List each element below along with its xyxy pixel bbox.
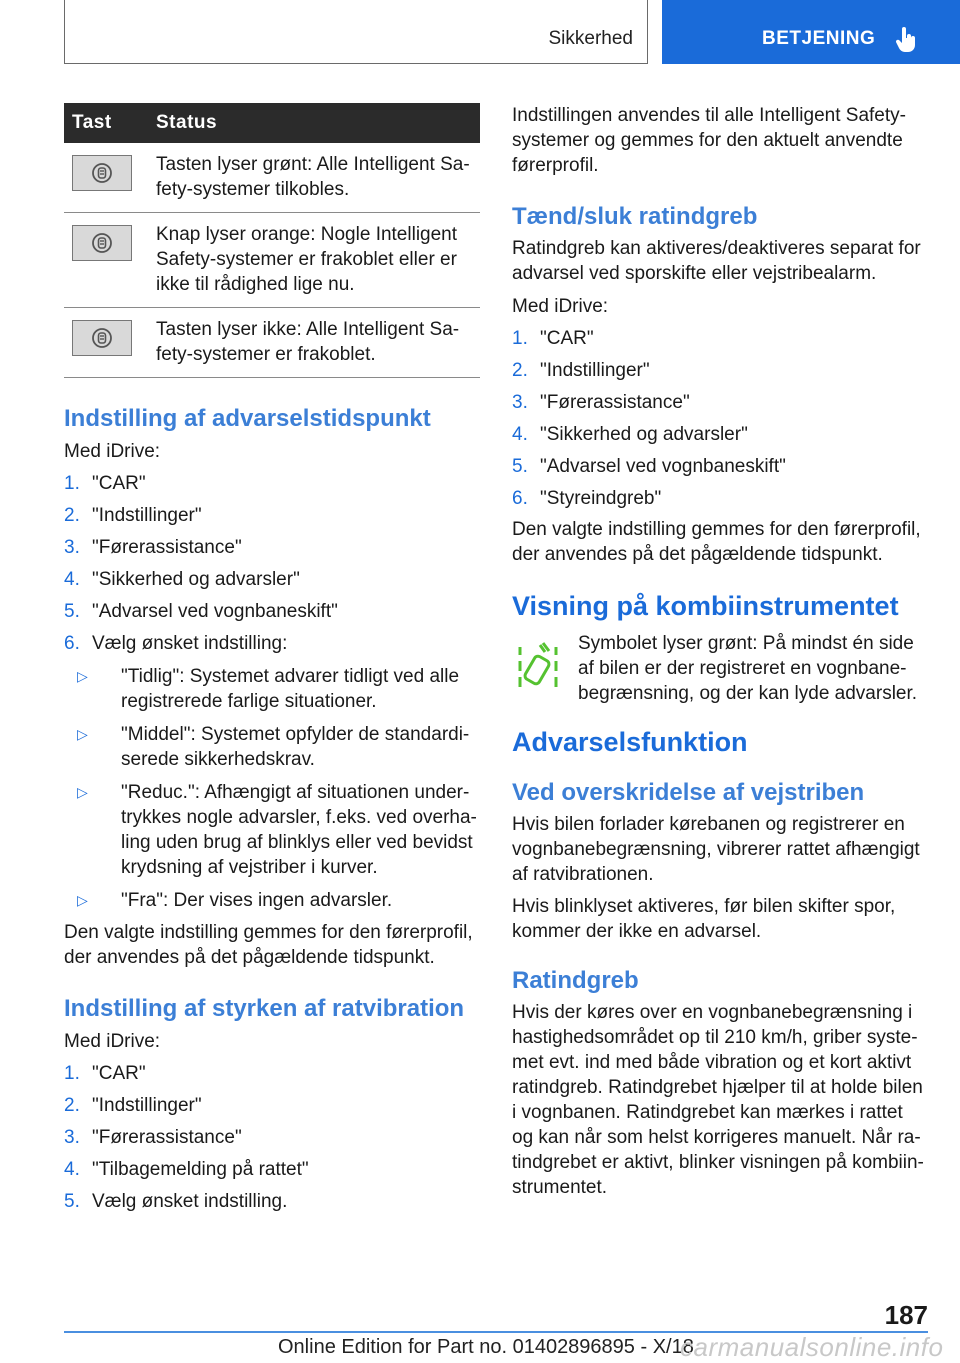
list-item: 1. "CAR" — [64, 473, 146, 494]
safety-button-icon — [72, 155, 132, 191]
list-item: ▷ "Tidlig": Systemet advarer tidligt ved alle registrerede farlige situationer. — [77, 666, 460, 712]
header-section-box — [64, 0, 648, 64]
intro-paragraph: Indstillingen anvendes til alle Intelligent Safety-systemer og gemmes for den aktuelt anvendte førerprofil. — [512, 105, 906, 176]
list-item: 5. "Advarsel ved vognbaneskift" — [64, 601, 338, 622]
list-item: 5. "Advarsel ved vognbaneskift" — [512, 456, 786, 477]
heading-instrument-display: Visning på kombiinstrumentet — [512, 591, 899, 621]
safety-button-icon — [72, 320, 132, 356]
toggle-paragraph: Ratindgreb kan aktiveres/deaktiveres separat for advarsel ved sporskifte eller vejstribealarm. — [512, 238, 921, 284]
idrive-label: Med iDrive: — [64, 441, 161, 462]
table-header-status: Status — [148, 103, 480, 143]
steer-paragraph: Hvis der køres over en vognbanebegrænsning i hastighedsområdet op til 210 km/h, griber syste-met evt. ind med både vibration og et kort aktivt ratindgreb. Ratindgrebet hjælper til at holde bilen i vognbanen. Ratindgrebet kan mærkes i rattet og kan når som helst korrigeres manuelt. Når ra-tindgrebet er aktivt, blinker visningen på kombiin-strumentet. — [512, 1002, 924, 1198]
list-item: 6. Vælg ønsket indstilling: — [64, 633, 288, 654]
heading-line-crossing: Ved overskridelse af vejstriben — [512, 779, 865, 806]
list-item: 4. "Sikkerhed og advarsler" — [512, 424, 748, 445]
header-section-title: Sikkerhed — [548, 28, 633, 49]
list-item: 2. "Indstillinger" — [64, 1095, 202, 1116]
idrive-label: Med iDrive: — [512, 296, 609, 317]
safety-button-icon — [72, 225, 132, 261]
header-tab-box — [662, 0, 960, 64]
left-column — [64, 103, 480, 1214]
lane-departure-icon — [516, 639, 560, 699]
list-item: 1. "CAR" — [512, 328, 594, 349]
steps-timing-list — [64, 471, 480, 656]
steps-toggle-list — [512, 326, 928, 511]
list-item: 2. "Indstillinger" — [64, 505, 202, 526]
triangle-bullet-icon: ▷ — [77, 668, 88, 684]
table-cell-status: Knap lyser orange: Nogle Intelligent Safety-systemer er frakoblet eller er ikke til rådighed lige nu. — [148, 213, 480, 308]
list-item: 3. "Førerassistance" — [64, 1127, 242, 1148]
watermark-text: carmanualsonline.info — [680, 1332, 944, 1362]
table-row — [64, 308, 480, 378]
status-table — [64, 103, 480, 378]
triangle-bullet-icon: ▷ — [77, 726, 88, 742]
list-item: ▷ "Reduc.": Afhængigt af situationen under-trykkes nogle advarsler, f.eks. ved overha-ling uden brug af blinklys eller ved bevidst krydsning af vejstriber i kurver. — [77, 782, 477, 878]
list-item: 5. Vælg ønsket indstilling. — [64, 1191, 288, 1212]
saved-note: Den valgte indstilling gemmes for den førerprofil, der anvendes på det pågældende tidspunkt. — [64, 922, 473, 968]
pointing-hand-icon — [896, 27, 918, 53]
triangle-bullet-icon: ▷ — [77, 784, 88, 800]
overstep-paragraph-1: Hvis bilen forlader kørebanen og registrerer en vognbanebegrænsning, vibrerer rattet afhængigt af ratvibrationen. — [512, 814, 920, 885]
list-item: 3. "Førerassistance" — [64, 537, 242, 558]
list-item: 1. "CAR" — [64, 1063, 146, 1084]
lane-symbol-text: Symbolet lyser grønt: På mindst én side af bilen er der registreret en vognbane-begrænsning, og der kan lyde advarsler. — [578, 633, 918, 704]
saved-note: Den valgte indstilling gemmes for den førerprofil, der anvendes på det pågældende tidspunkt. — [512, 519, 921, 565]
page-number: 187 — [884, 1300, 928, 1330]
heading-steering-intervention: Ratindgreb — [512, 967, 639, 994]
table-header-row — [64, 103, 480, 143]
table-cell-status: Tasten lyser ikke: Alle Intelligent Sa-fety-systemer er frakoblet. — [148, 308, 480, 378]
timing-options-list — [64, 664, 480, 913]
triangle-bullet-icon: ▷ — [77, 892, 88, 908]
list-item: 4. "Sikkerhed og advarsler" — [64, 569, 300, 590]
heading-warning-timing: Indstilling af advarselstidspunkt — [64, 405, 431, 432]
header-tab-title: BETJENING — [762, 28, 876, 49]
list-item: 2. "Indstillinger" — [512, 360, 650, 381]
list-item: ▷ "Fra": Der vises ingen advarsler. — [77, 890, 393, 911]
heading-vibration-strength: Indstilling af styrken af ratvibration — [64, 995, 465, 1022]
right-column — [512, 103, 928, 1200]
table-cell-status: Tasten lyser grønt: Alle Intelligent Sa-fety-systemer tilkobles. — [148, 143, 480, 213]
footer-edition: Online Edition for Part no. 01402896895 - X/18 — [278, 1336, 694, 1358]
table-header-key: Tast — [64, 103, 148, 143]
steps-vibration-list — [64, 1061, 480, 1214]
overstep-paragraph-2: Hvis blinklyset aktiveres, før bilen skifter spor, kommer der ikke en advarsel. — [512, 896, 896, 942]
idrive-label: Med iDrive: — [64, 1031, 161, 1052]
list-item: 4. "Tilbagemelding på rattet" — [64, 1159, 309, 1180]
heading-steering-toggle: Tænd/sluk ratindgreb — [512, 203, 758, 230]
lane-symbol-row — [512, 631, 928, 713]
heading-warning-function: Advarselsfunktion — [512, 727, 748, 757]
list-item: 6. "Styreindgreb" — [512, 488, 662, 509]
list-item: ▷ "Middel": Systemet opfylder de standardi-serede sikkerhedskrav. — [77, 724, 470, 770]
table-row — [64, 213, 480, 308]
table-row — [64, 143, 480, 213]
list-item: 3. "Førerassistance" — [512, 392, 690, 413]
